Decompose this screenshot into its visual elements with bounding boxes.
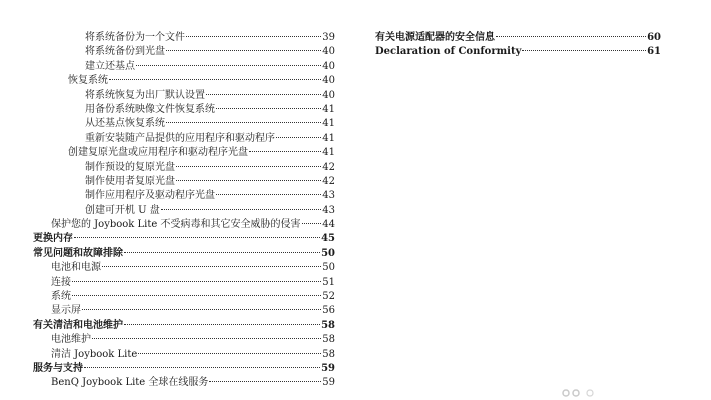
toc-entry[interactable]	[33, 333, 335, 347]
toc-page-number: 40	[322, 60, 335, 72]
toc-dot-leader	[206, 94, 321, 95]
toc-dot-leader	[176, 166, 321, 167]
toc-dot-leader	[176, 180, 321, 181]
toc-entry[interactable]	[375, 45, 661, 59]
toc-page-number: 59	[321, 362, 335, 374]
toc-entry-title: 从还基点恢复系统	[85, 118, 165, 130]
toc-entry-title: 更换内存	[33, 233, 73, 245]
toc-page-number: 61	[647, 46, 661, 58]
toc-page-number: 40	[322, 89, 335, 101]
toc-entry[interactable]	[33, 348, 335, 362]
toc-dot-leader	[92, 338, 321, 339]
toc-entry[interactable]	[33, 103, 335, 117]
toc-entry-title: 服务与支持	[33, 362, 83, 374]
toc-entry-title: 制作使用者复原光盘	[85, 175, 175, 187]
toc-entry[interactable]	[33, 232, 335, 246]
toc-entry[interactable]	[33, 132, 335, 146]
toc-entry-title: 电池和电源	[51, 262, 101, 274]
toc-entry-title: 制作应用程序及驱动程序光盘	[85, 190, 215, 202]
toc-dot-leader	[302, 223, 322, 224]
toc-entry-title: 系统	[51, 291, 71, 303]
toc-page-number: 50	[321, 247, 335, 259]
toc-entry[interactable]	[375, 31, 661, 45]
toc-dot-leader	[216, 108, 321, 109]
toc-entry[interactable]	[33, 74, 335, 88]
toc-dot-leader	[72, 295, 321, 296]
toc-entry-title: 将系统恢复为出厂默认设置	[85, 89, 205, 101]
toc-page-number: 41	[322, 147, 335, 159]
toc-dot-leader	[136, 65, 321, 66]
toc-dot-leader	[82, 309, 321, 310]
toc-entry[interactable]	[33, 362, 335, 376]
toc-page-number: 45	[321, 233, 335, 245]
toc-dot-leader	[124, 252, 320, 253]
toc-entry-title: 恢复系统	[68, 75, 108, 87]
toc-page-number: 58	[321, 319, 335, 331]
toc-dot-leader	[161, 209, 321, 210]
toc-page-number: 51	[322, 276, 335, 288]
toc-page-number: 42	[322, 175, 335, 187]
toc-dot-leader	[74, 237, 320, 238]
toc-entry-title: 常见问题和故障排除	[33, 247, 123, 259]
toc-dot-leader	[109, 79, 321, 80]
toc-entry[interactable]	[33, 31, 335, 45]
toc-entry[interactable]	[33, 146, 335, 160]
toc-entry-title: 连接	[51, 276, 71, 288]
toc-dot-leader	[249, 151, 321, 152]
toc-entry[interactable]	[33, 204, 335, 218]
toc-entry[interactable]	[33, 175, 335, 189]
toc-entry-title: Declaration of Conformity	[375, 46, 522, 58]
toc-entry-title: 将系统备份到光盘	[85, 46, 165, 58]
toc-entry[interactable]	[33, 117, 335, 131]
toc-entry-title: BenQ Joybook Lite 全球在线服务	[51, 377, 209, 389]
toc-entry[interactable]	[33, 247, 335, 261]
toc-page-number: 41	[322, 118, 335, 130]
toc-entry-title: 用备份系统映像文件恢复系统	[85, 103, 215, 115]
toc-entry-title: 有关电源适配器的安全信息	[375, 32, 495, 43]
toc-entry-title: 制作预设的复原光盘	[85, 161, 175, 173]
toc-dot-leader	[216, 194, 321, 195]
toc-dot-leader	[166, 122, 321, 123]
toc-page-number: 60	[647, 32, 661, 43]
toc-page-number: 43	[322, 204, 335, 216]
toc-entry-title: 保护您的 Joybook Lite 不受病毒和其它安全威胁的侵害	[51, 219, 301, 231]
toc-entry[interactable]	[33, 189, 335, 203]
toc-dot-leader	[209, 381, 321, 382]
toc-page-number: 42	[322, 161, 335, 173]
toc-entry[interactable]	[33, 319, 335, 333]
toc-left-column	[33, 31, 335, 391]
toc-entry[interactable]	[33, 89, 335, 103]
toc-entry[interactable]	[33, 276, 335, 290]
toc-dot-leader	[166, 50, 321, 51]
toc-entry-title: 重新安装随产品提供的应用程序和驱动程序	[85, 132, 275, 144]
toc-entry[interactable]	[33, 161, 335, 175]
toc-page-number: 44	[322, 219, 335, 231]
toc-entry-title: 清洁 Joybook Lite	[51, 348, 138, 360]
toc-right-column	[375, 31, 661, 60]
toc-entry-title: 创建可开机 U 盘	[85, 204, 160, 216]
toc-entry-title: 创建复原光盘或应用程序和驱动程序光盘	[68, 147, 248, 159]
toc-entry[interactable]	[33, 45, 335, 59]
toc-page-number: 40	[322, 46, 335, 58]
toc-page-number: 58	[322, 348, 335, 360]
toc-entry[interactable]	[33, 60, 335, 74]
toc-dot-leader	[186, 36, 321, 37]
toc-dot-leader	[124, 324, 320, 325]
toc-page-number: 40	[322, 75, 335, 87]
toc-page-number: 59	[322, 377, 335, 389]
toc-page-number: 39	[322, 32, 335, 43]
toc-entry[interactable]	[33, 376, 335, 390]
toc-entry[interactable]	[33, 304, 335, 318]
toc-dot-leader	[276, 137, 321, 138]
toc-page-number: 41	[322, 103, 335, 115]
toc-page-number: 41	[322, 132, 335, 144]
toc-entry-title: 有关清洁和电池维护	[33, 319, 123, 331]
toc-page-number: 56	[322, 305, 335, 317]
watermark-logo	[560, 386, 620, 400]
toc-dot-leader	[84, 367, 320, 368]
toc-entry[interactable]	[33, 261, 335, 275]
toc-entry-title: 将系统备份为一个文件	[85, 32, 185, 43]
toc-entry-title: 建立还基点	[85, 60, 135, 72]
toc-dot-leader	[102, 266, 321, 267]
toc-dot-leader	[522, 50, 646, 51]
toc-page-number: 52	[322, 291, 335, 303]
toc-entry[interactable]	[33, 290, 335, 304]
toc-entry[interactable]	[33, 218, 335, 232]
toc-page-number: 43	[322, 190, 335, 202]
toc-page-number: 50	[322, 262, 335, 274]
toc-dot-leader	[496, 36, 646, 37]
toc-entry-title: 电池维护	[51, 334, 91, 346]
toc-dot-leader	[138, 353, 321, 354]
toc-page-number: 58	[322, 334, 335, 346]
toc-dot-leader	[72, 281, 321, 282]
toc-entry-title: 显示屏	[51, 305, 81, 317]
